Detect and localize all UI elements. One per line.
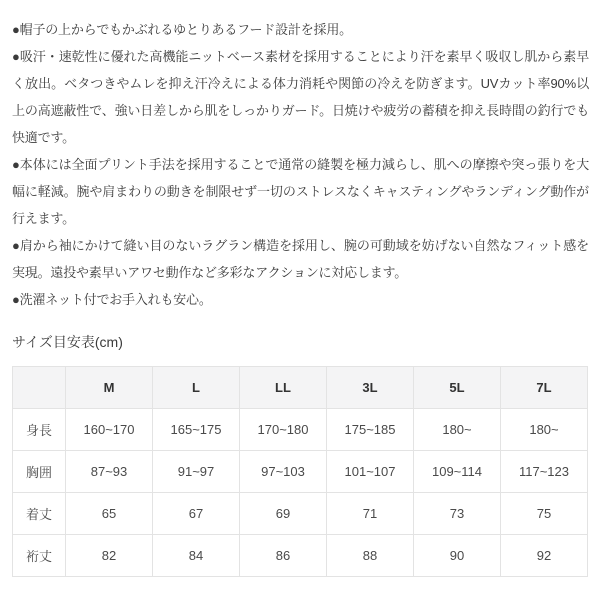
- size-column-header-3l: 3L: [327, 367, 414, 409]
- sleeve-length-value-m: 82: [66, 535, 153, 577]
- size-column-header-5l: 5L: [414, 367, 501, 409]
- body-length-value-7l: 75: [501, 493, 588, 535]
- height-value-3l: 175~185: [327, 409, 414, 451]
- sleeve-length-value-5l: 90: [414, 535, 501, 577]
- measurement-row-body-length: [13, 493, 588, 535]
- measurement-row-chest: [13, 451, 588, 493]
- body-length-value-l: 67: [153, 493, 240, 535]
- height-value-m: 160~170: [66, 409, 153, 451]
- sleeve-length-value-ll: 86: [240, 535, 327, 577]
- row-label-height: 身長: [13, 409, 66, 451]
- chest-value-7l: 117~123: [501, 451, 588, 493]
- feature-item-hood: ●帽子の上からでもかぶれるゆとりあるフード設計を採用。: [12, 22, 352, 37]
- body-length-value-5l: 73: [414, 493, 501, 535]
- sleeve-length-value-3l: 88: [327, 535, 414, 577]
- sleeve-length-value-7l: 92: [501, 535, 588, 577]
- row-label-chest: 胸囲: [13, 451, 66, 493]
- size-column-header-ll: LL: [240, 367, 327, 409]
- chest-value-ll: 97~103: [240, 451, 327, 493]
- sleeve-length-value-l: 84: [153, 535, 240, 577]
- size-header-row: [13, 367, 588, 409]
- row-label-sleeve-length: 裄丈: [13, 535, 66, 577]
- size-column-header-l: L: [153, 367, 240, 409]
- chest-value-m: 87~93: [66, 451, 153, 493]
- height-value-5l: 180~: [414, 409, 501, 451]
- height-value-l: 165~175: [153, 409, 240, 451]
- measurement-row-height: [13, 409, 588, 451]
- chest-value-l: 91~97: [153, 451, 240, 493]
- body-length-value-3l: 71: [327, 493, 414, 535]
- body-length-value-ll: 69: [240, 493, 327, 535]
- height-value-ll: 170~180: [240, 409, 327, 451]
- body-length-value-m: 65: [66, 493, 153, 535]
- feature-item-fabric: ●吸汗・速乾性に優れた高機能ニットベース素材を採用することにより汗を素早く吸収し肌から素早く放出。ベタつきやムレを抑え汗冷えによる体力消耗や関節の冷えを防ぎます。UVカット率90%以上の高遮蔽性で、強い日差しから肌をしっかりガード。日焼けや疲労の蓄積を抑え長時間の釣行でも快適です。: [12, 49, 589, 145]
- chest-value-3l: 101~107: [327, 451, 414, 493]
- feature-list: [12, 16, 589, 313]
- size-chart-title: サイズ目安表(cm): [12, 334, 123, 350]
- feature-item-print: ●本体には全面プリント手法を採用することで通常の縫製を極力減らし、肌への摩擦や突っ張りを大幅に軽減。腕や肩まわりの動きを制限せず一切のストレスなくキャスティングやランディング動作が行えます。: [12, 157, 589, 226]
- size-column-header-7l: 7L: [501, 367, 588, 409]
- size-column-header-m: M: [66, 367, 153, 409]
- height-value-7l: 180~: [501, 409, 588, 451]
- size-chart-table: [12, 366, 588, 577]
- corner-cell: [13, 367, 66, 409]
- feature-item-laundry-net: ●洗濯ネット付でお手入れも安心。: [12, 292, 212, 307]
- chest-value-5l: 109~114: [414, 451, 501, 493]
- feature-item-raglan: ●肩から袖にかけて縫い目のないラグラン構造を採用し、腕の可動域を妨げない自然なフィット感を実現。遠投や素早いアワセ動作など多彩なアクションに対応します。: [12, 238, 589, 280]
- measurement-row-sleeve-length: [13, 535, 588, 577]
- row-label-body-length: 着丈: [13, 493, 66, 535]
